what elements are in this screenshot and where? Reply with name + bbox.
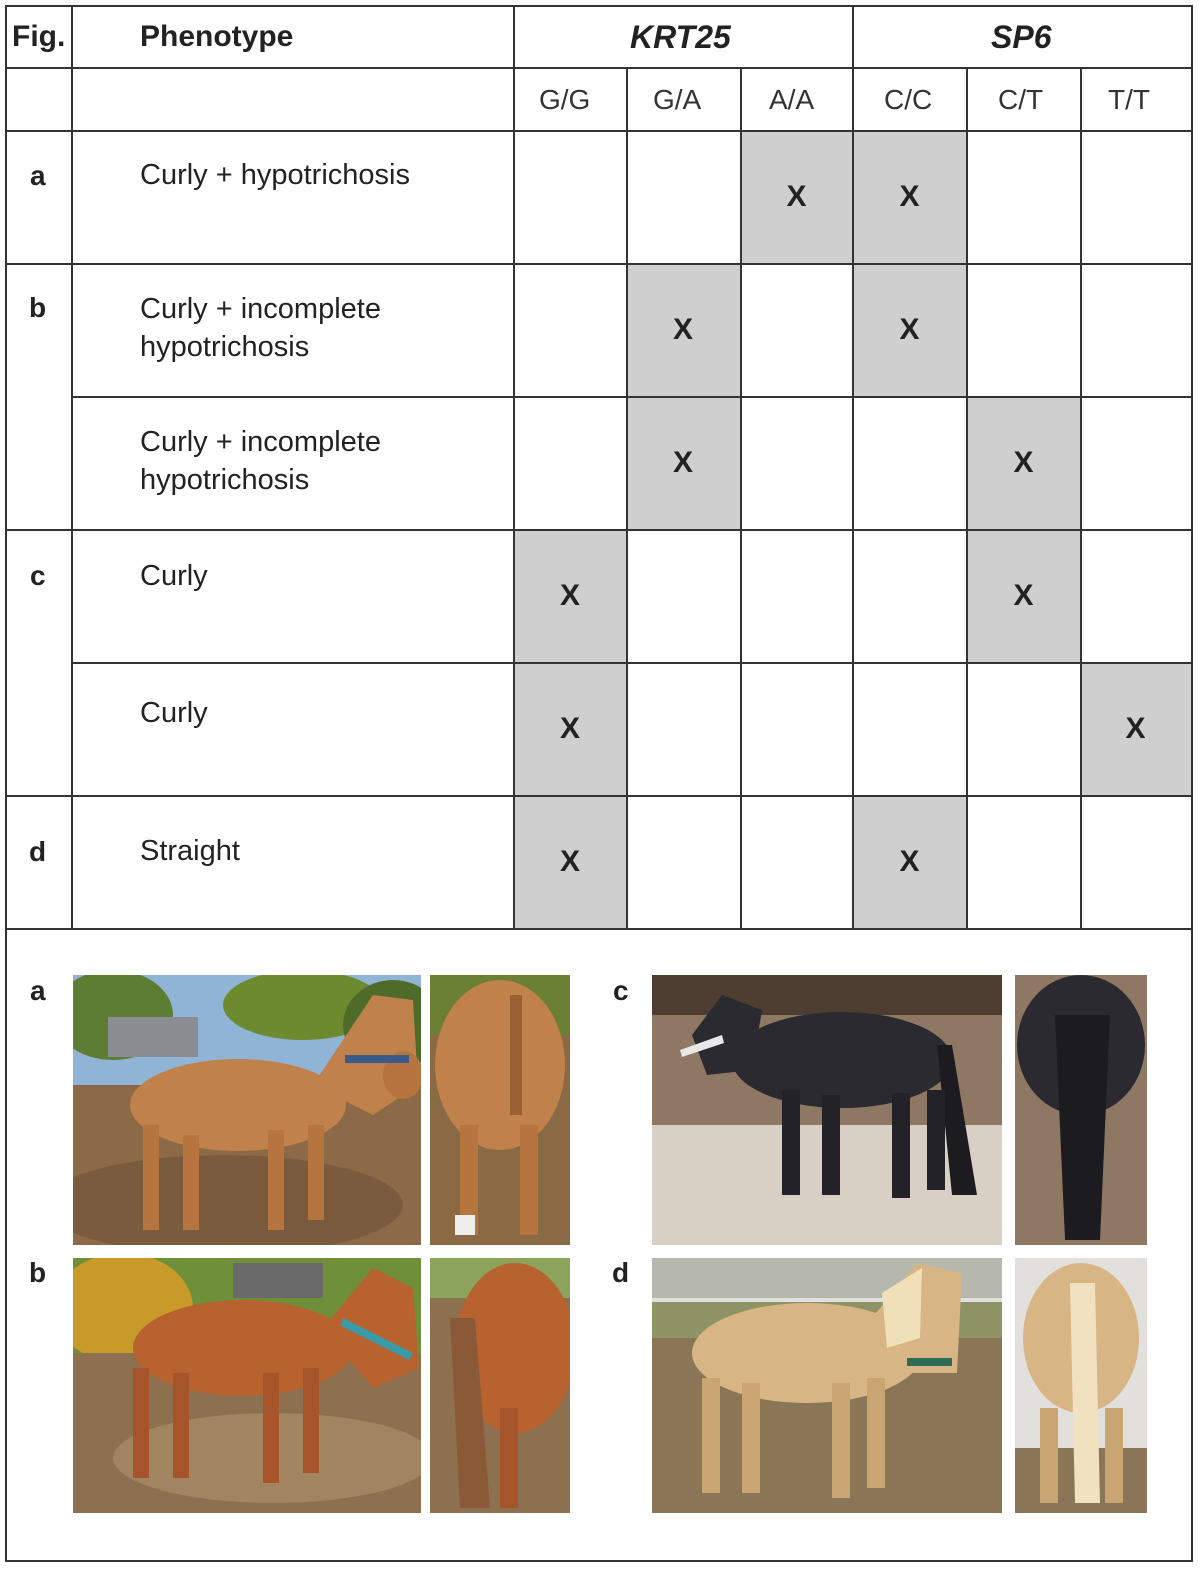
phenotype-cell: Curly + hypotrichosis	[140, 159, 410, 191]
phenotype-cell: Curly + incomplete hypotrichosis	[140, 426, 381, 496]
photo-label-a: a	[30, 975, 46, 1006]
phenotype-cell: Curly + incomplete hypotrichosis	[140, 293, 381, 363]
grid-line	[5, 795, 1193, 797]
grid-line	[5, 67, 1193, 69]
genotype-header: C/C	[884, 84, 933, 115]
phenotype-column-header: Phenotype	[140, 20, 294, 53]
genotype-mark: X	[1013, 579, 1034, 612]
genotype-mark: X	[560, 845, 581, 878]
photo-b-rear	[430, 1258, 570, 1513]
genotype-header: G/G	[539, 84, 591, 115]
genotype-mark: X	[786, 180, 807, 213]
phenotype-cell: Curly	[140, 560, 208, 592]
genotype-header: G/A	[653, 84, 702, 115]
photo-d-side	[652, 1258, 1002, 1513]
genotype-mark: X	[673, 446, 694, 479]
photo-d-rear	[1015, 1258, 1147, 1513]
genotype-mark: X	[673, 313, 694, 346]
grid-line	[5, 928, 1193, 930]
genotype-header: C/T	[998, 84, 1044, 115]
grid-line	[966, 67, 968, 929]
grid-line	[852, 5, 854, 929]
grid-line	[1080, 67, 1082, 929]
photo-a-side	[73, 975, 421, 1245]
gene-header-sp6: SP6	[991, 19, 1052, 55]
fig-column-header: Fig.	[12, 20, 66, 53]
genotype-mark: X	[899, 180, 920, 213]
photo-c-side	[652, 975, 1002, 1245]
row-fig-label: a	[30, 160, 46, 191]
grid-line	[5, 130, 1193, 132]
photo-label-c: c	[613, 975, 629, 1006]
genotype-header: T/T	[1108, 84, 1150, 115]
row-fig-label: d	[29, 836, 47, 867]
photo-label-d: d	[612, 1257, 630, 1288]
genotype-mark: X	[899, 845, 920, 878]
phenotype-cell: Straight	[140, 835, 240, 867]
row-fig-label: b	[29, 292, 47, 323]
genotype-mark: X	[560, 712, 581, 745]
phenotype-cell: Curly	[140, 697, 208, 729]
grid-line	[5, 263, 1193, 265]
grid-line	[71, 5, 73, 929]
grid-line	[5, 529, 1193, 531]
photo-a-rear	[430, 975, 570, 1245]
genotype-mark: X	[1125, 712, 1146, 745]
grid-line	[72, 396, 1193, 398]
grid-line	[626, 67, 628, 929]
genotype-header: A/A	[769, 84, 815, 115]
gene-header-krt25: KRT25	[630, 19, 731, 55]
genotype-mark: X	[1013, 446, 1034, 479]
photo-c-rear	[1015, 975, 1147, 1245]
photo-label-b: b	[29, 1257, 47, 1288]
photo-b-side	[73, 1258, 421, 1513]
genotype-mark: X	[899, 313, 920, 346]
grid-line	[740, 67, 742, 929]
row-fig-label: c	[30, 560, 46, 591]
genotype-mark: X	[560, 579, 581, 612]
grid-line	[513, 5, 515, 929]
grid-line	[72, 662, 1193, 664]
